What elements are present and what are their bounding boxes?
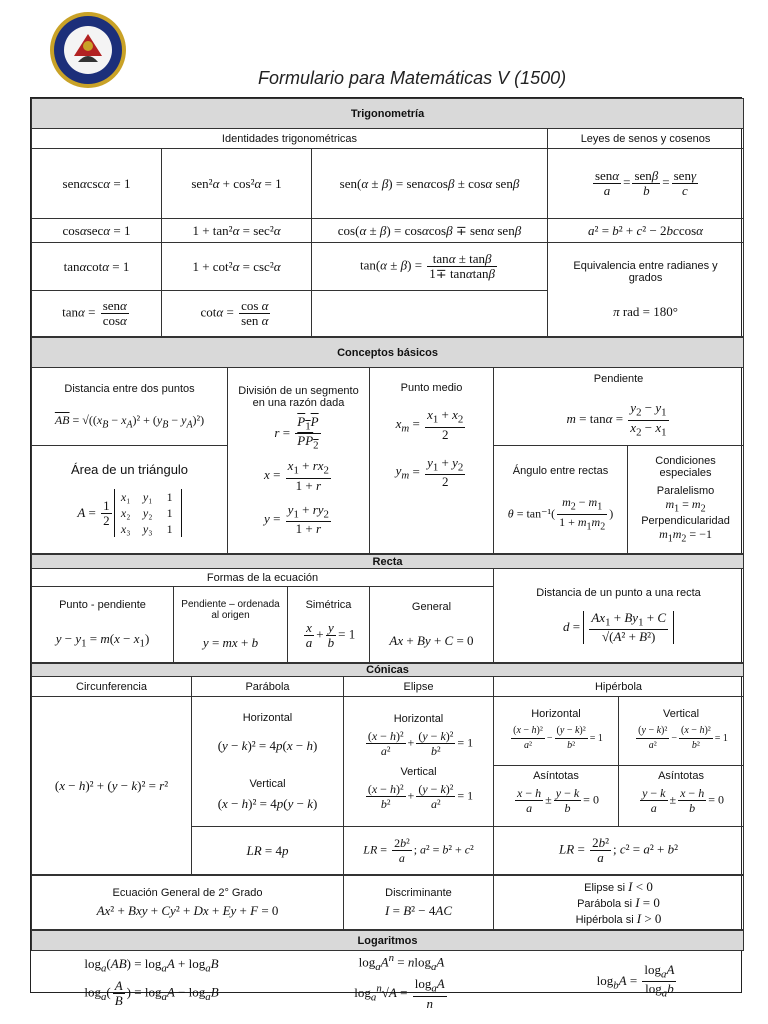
y-midpoint-formula: $y_m$ = $\frac{y_1 + y_2}{2}$: [395, 454, 464, 490]
general-second-degree-label: Ecuación General de 2° Grado: [112, 886, 263, 899]
university-seal-icon: [48, 10, 128, 90]
conditions-label: Condiciones especiales: [655, 455, 716, 480]
conics-table: [31, 663, 744, 875]
parabola-condition: I = 0: [635, 894, 660, 910]
x-division-formula: x = $\frac{x_1 + rx_2}{1 + r}$: [264, 458, 329, 493]
law-of-cosines: a² = b² + c² − 2bccosα: [548, 219, 744, 243]
formula: sen²α + cos²α = 1: [162, 149, 312, 219]
hyperbola-vertical-asymptotes-label: Asíntotas: [619, 765, 743, 782]
ellipse-lr-formula: LR = $\frac{\text{2b²}}{a}$ ; a² = b² + c²: [344, 827, 494, 875]
perpendicular-label: Perpendicularidad: [641, 514, 730, 527]
log-change-of-base-formula: $\log_bA$ = $\frac{\log_aA}{\log_ab}$: [596, 961, 675, 1000]
symmetric-label: Simétrica: [305, 599, 352, 611]
parabola-horizontal-label: Horizontal: [242, 711, 293, 724]
ellipse-vertical-formula: $\frac{\text{(x − h)²}}{\text{b²}}$ + $\frac{\text{(y − k)²}}{\text{a²}}$ = 1: [367, 781, 474, 811]
hyperbola-vertical-label: Vertical: [662, 708, 700, 720]
slope-intercept-label: Pendiente – ordenada al origen: [181, 598, 280, 621]
section-trigonometria: Trigonometría: [32, 99, 744, 129]
logs-table: [31, 930, 744, 1013]
radian-degree-formula: π rad = 180°: [613, 303, 678, 319]
formula: cos(α ± β) = cosαcosβ ∓ senα senβ: [312, 219, 548, 243]
hyperbola-vertical-formula: $\frac{\text{(y − k)²}}{\text{a²}}$ − $\frac{\text{(x − h)²}}{\text{b²}}$ = 1: [638, 725, 728, 751]
law-of-sines: $\frac{\text{senα}}{a}$ = $\frac{\text{senβ}}{b}$ = $\frac{\text{senγ}}{c}$: [548, 149, 744, 219]
area-label: Área de un triángulo: [70, 462, 189, 477]
area-formula: A = $\frac{1}{2}$ x₁ y₁ 1 x₂ y₂ 1 x₃ y₃ 1: [32, 489, 227, 537]
distance-formula: $\overline{AB} = √((x_B - x_A)^2 + (y_B - y_A)^2)$: [54, 412, 205, 431]
formula: tan(α ± β) = $\frac{\tan\alpha \pm \tan\beta}{1\mp \tan\alpha\tan\beta}$: [312, 243, 548, 291]
slope-intercept-formula: y = mx + b: [202, 634, 259, 650]
angle-formula: θ = tan⁻¹( $\frac{m_2 - m_1}{1 + m_1m_2}$ ): [507, 494, 614, 533]
distance-label: Distancia entre dos puntos: [64, 382, 195, 395]
parabola-vertical-formula: (x − h)² = 4p(y − k): [217, 795, 318, 811]
point-slope-formula: $y - y_1 = m(x - x_1)$: [55, 631, 150, 650]
discriminant-label: Discriminante: [385, 886, 452, 899]
parabola-horizontal-formula: (y − k)² = 4p(x − h): [217, 737, 318, 753]
section-recta: Recta: [32, 555, 744, 569]
ratio-formula: r = $\frac{P_1P}{PP_2}$: [274, 413, 319, 452]
hyperbola-horizontal-asymptotes-label: Asíntotas: [494, 765, 618, 782]
ellipse-vertical-label: Vertical: [400, 765, 437, 778]
parabola-label: Parábola: [192, 677, 344, 697]
midpoint-label: Punto medio: [400, 381, 463, 394]
division-label: División de un segmento en una razón dada: [238, 384, 359, 409]
ellipse-condition: I < 0: [628, 878, 653, 894]
log-root-formula: $\log_a^n√A$ = $\frac{\log_aA}{n}$: [354, 976, 445, 1011]
formula: 1 + cot²α = csc²α: [162, 243, 312, 291]
forms-label: Formas de la ecuación: [32, 569, 494, 587]
perpendicular-formula: $m_1m_2 = -1$: [659, 526, 712, 544]
basic-table: [31, 337, 744, 554]
ellipse-label: Elipse: [344, 677, 494, 697]
circle-formula: (x − h)² + (y − k)² = r²: [32, 697, 192, 875]
laws-label: Leyes de senos y cosenos: [548, 129, 744, 149]
log-product-formula: $\log_a(AB) = \log_aA + \log_aB$: [84, 955, 219, 975]
x-midpoint-formula: $x_m$ = $\frac{x_1 + x_2}{2}$: [395, 406, 464, 442]
angle-label: Ángulo entre rectas: [512, 464, 609, 477]
hyperbola-vertical-asymptotes-formula: $\frac{y - k}{a}$ ± $\frac{x - h}{b}$ = 0: [642, 786, 724, 815]
log-power-formula: $\log_aA^n = nlog_aA$: [358, 952, 445, 974]
second-degree-table: [31, 875, 744, 930]
hyperbola-horizontal-formula: $\frac{\text{(x − h)²}}{\text{a²}}$ − $\frac{\text{(y − k)²}}{\text{b²}}$ = 1: [513, 725, 603, 751]
hyperbola-condition: I > 0: [636, 910, 662, 926]
formula: tanαcotα = 1: [32, 243, 162, 291]
discriminant-formula: I = B² − 4AC: [385, 902, 452, 918]
slope-formula: m = tanα = $\frac{y_2 - y_1}{x_2 - x_1}$: [566, 400, 667, 439]
hyperbola-lr-formula: LR = $\frac{\text{2b²}}{a}$ ; c² = a² + b²: [494, 827, 744, 875]
trig-table: [31, 98, 744, 337]
formula: 1 + tan²α = sec²α: [162, 219, 312, 243]
general-formula: Ax + By + C = 0: [389, 632, 474, 648]
parallel-formula: $m_1 = m_2$: [665, 497, 706, 515]
parabola-lr-formula: LR = 4p: [192, 827, 344, 875]
hyperbola-label: Hipérbola: [494, 677, 744, 697]
general-second-degree-formula: Ax² + Bxy + Cy² + Dx + Ey + F = 0: [96, 902, 279, 918]
ellipse-horizontal-formula: $\frac{\text{(x − h)²}}{\text{a²}}$ + $\frac{\text{(y − k)²}}{\text{b²}}$ = 1: [367, 728, 474, 758]
formula: cosαsecα = 1: [32, 219, 162, 243]
equiv-label: Equivalencia entre radianes y grados: [573, 259, 718, 284]
parabola-condition-label: Parábola si: [577, 897, 633, 910]
hyperbola-horizontal-label: Horizontal: [531, 708, 581, 720]
formula-sheet: [30, 97, 742, 1011]
section-logaritmos: Logaritmos: [32, 931, 744, 951]
parallel-label: Paralelismo: [656, 485, 715, 498]
page-title: Formulario para Matemáticas V (1500): [258, 68, 567, 88]
slope-label: Pendiente: [593, 373, 644, 386]
section-conicas: Cónicas: [32, 664, 744, 677]
y-division-formula: y = $\frac{y_1 + ry_2}{1 + r}$: [264, 501, 329, 537]
point-slope-label: Punto - pendiente: [59, 599, 146, 612]
line-table: [31, 554, 744, 663]
ellipse-condition-label: Elipse si: [584, 881, 626, 894]
ellipse-horizontal-label: Horizontal: [393, 712, 444, 725]
point-line-distance-formula: d = $\frac{Ax_1 + By_1 + C}{\text{√(A² + B²)}}$: [494, 611, 743, 645]
formula: tanα = $\frac{\text{senα}}{\cos\alpha}$: [32, 291, 162, 337]
point-line-distance-label: Distancia de un punto a una recta: [536, 586, 701, 599]
log-quotient-formula: $\log_a$( $\frac{A}{B}$ ) = $\log_aA - \log_aB$: [84, 977, 219, 1008]
symmetric-formula: $\frac{x}{a}$ + $\frac{y}{b}$ = 1: [305, 620, 356, 650]
formula: senαcscα = 1: [32, 149, 162, 219]
section-conceptos: Conceptos básicos: [32, 338, 744, 368]
general-label: General: [411, 600, 452, 613]
formula: sen(α ± β) = senαcosβ ± cosα senβ: [312, 149, 548, 219]
identities-label: Identidades trigonométricas: [32, 129, 548, 149]
parabola-vertical-label: Vertical: [249, 777, 286, 790]
hyperbola-condition-label: Hipérbola si: [575, 913, 634, 926]
hyperbola-horizontal-asymptotes-formula: $\frac{x - h}{a}$ ± $\frac{y - k}{b}$ = 0: [517, 786, 599, 815]
circle-label: Circunferencia: [32, 677, 192, 697]
formula: cotα = $\frac{\text{cos α}}{\text{sen α}}$: [162, 291, 312, 337]
